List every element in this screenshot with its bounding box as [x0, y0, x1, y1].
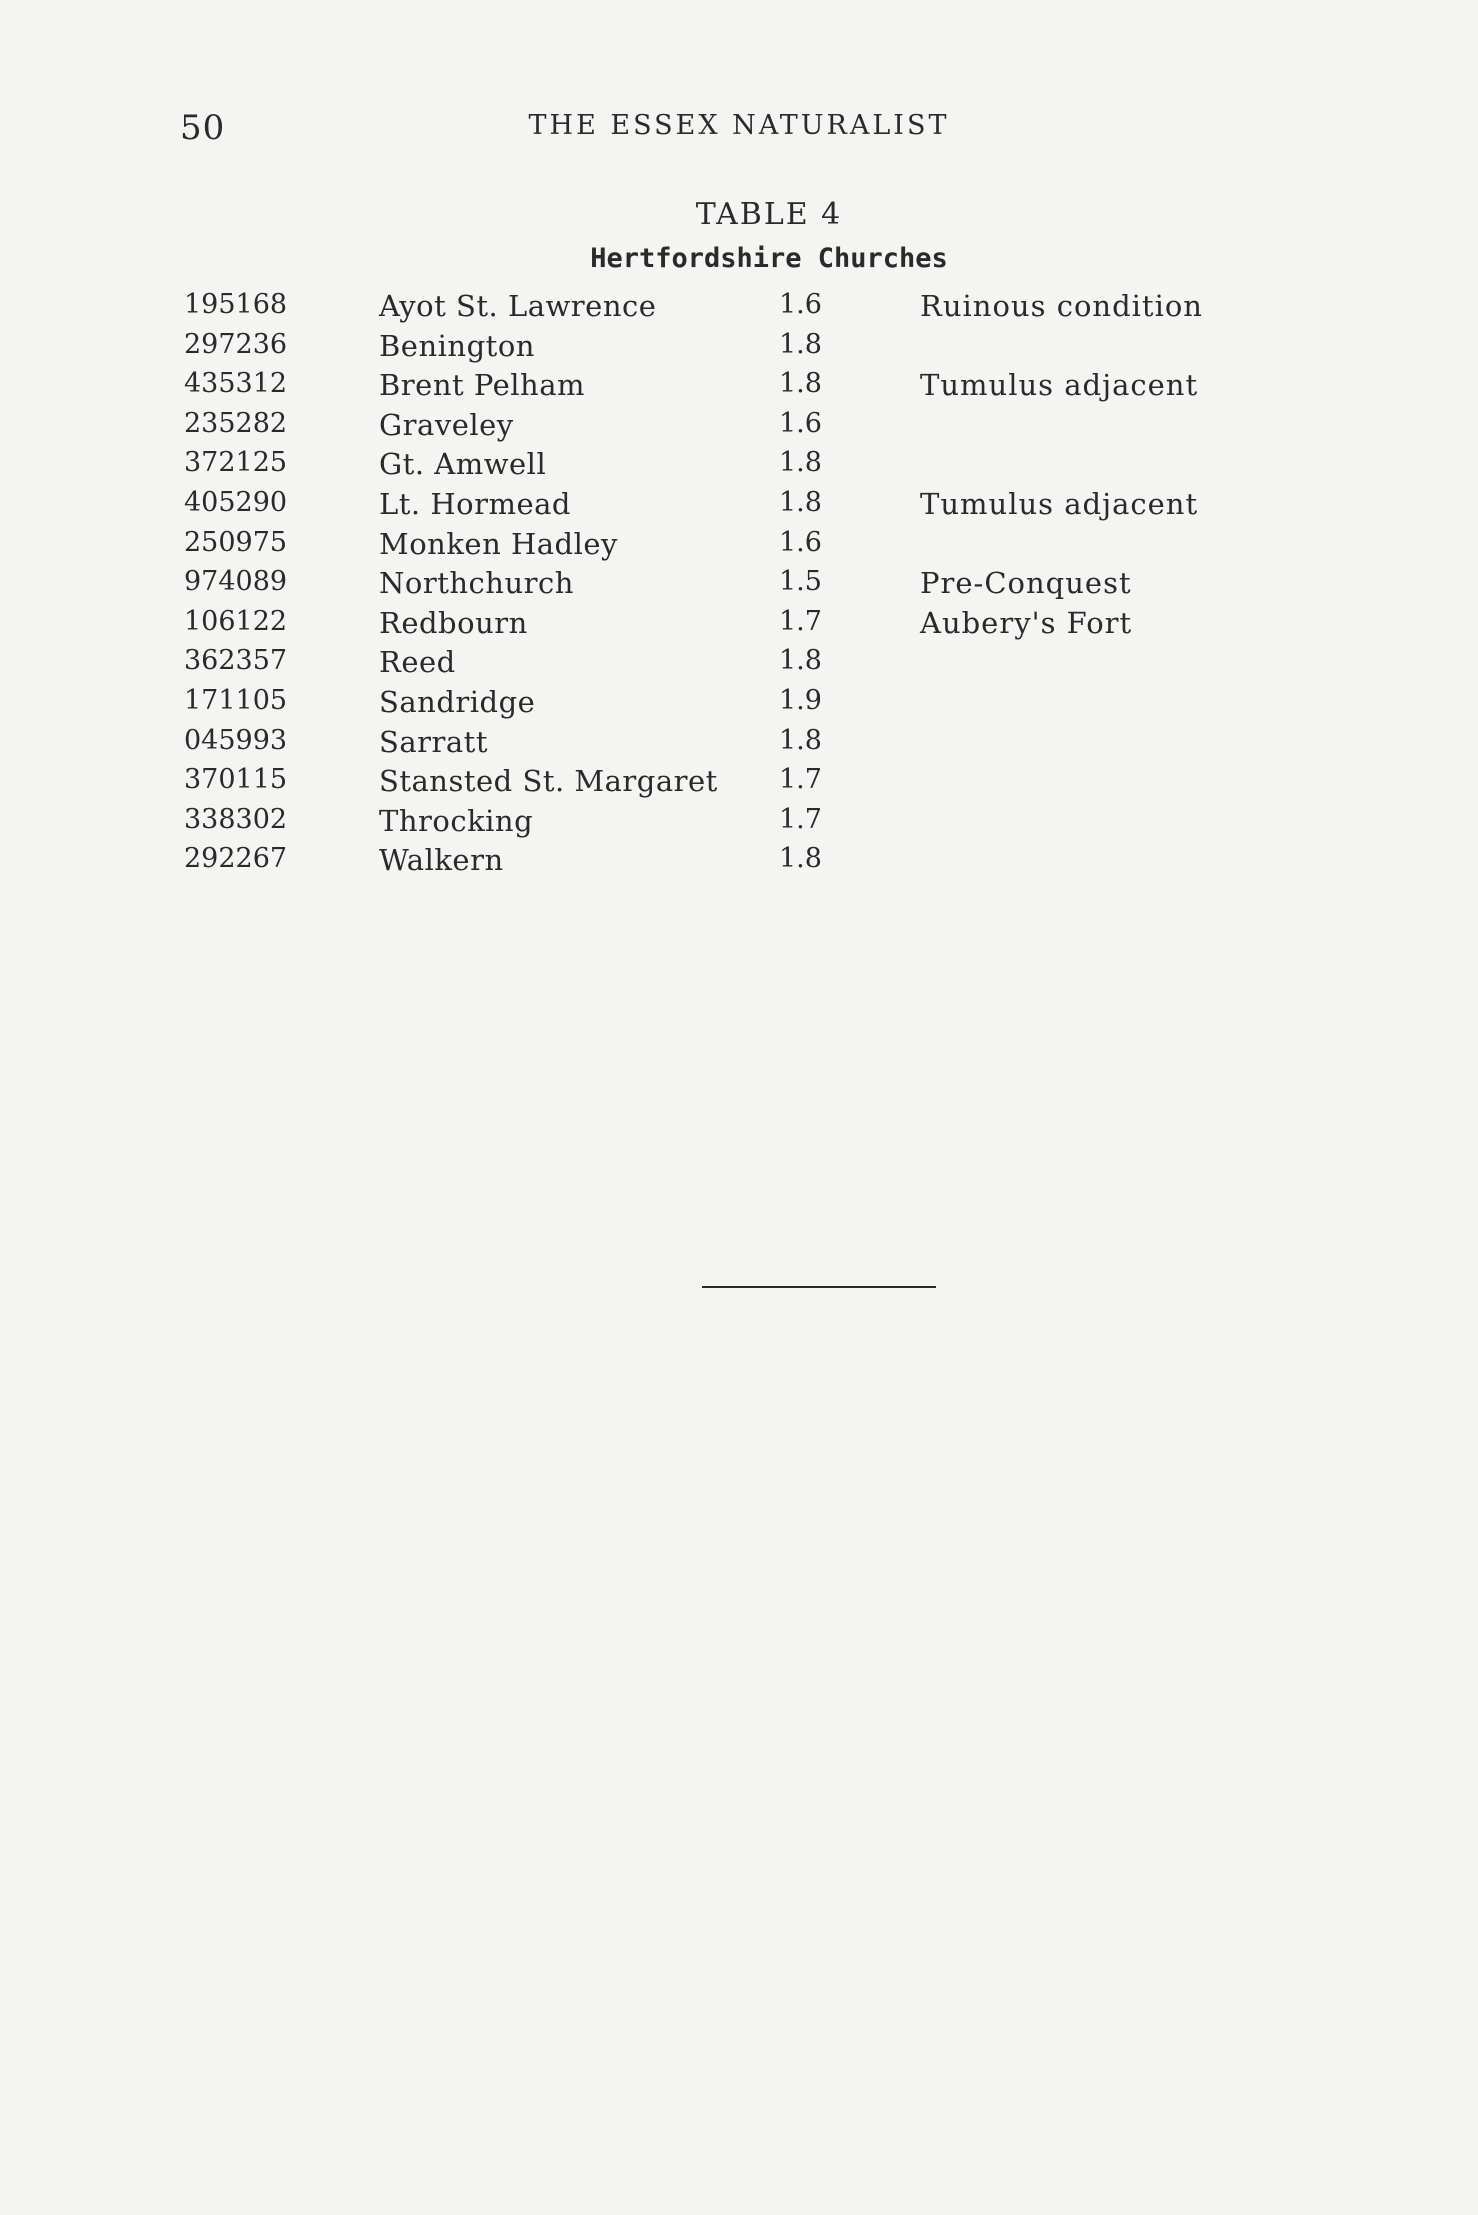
grid-reference: 338302: [184, 803, 288, 835]
measurement-value: 1.5: [779, 566, 822, 598]
church-name: Monken Hadley: [379, 526, 618, 561]
church-name: Ayot St. Lawrence: [379, 289, 657, 323]
church-name: Graveley: [379, 407, 514, 442]
measurement-value: 1.8: [779, 368, 822, 400]
grid-reference: 235282: [184, 407, 288, 439]
measurement-value: 1.6: [779, 407, 822, 439]
grid-reference: 974089: [184, 566, 288, 598]
table-title: Hertfordshire Churches: [590, 243, 948, 274]
grid-reference: 195168: [184, 289, 288, 320]
grid-reference: 106122: [184, 605, 288, 637]
church-name: Sandridge: [379, 684, 536, 719]
church-name: Redbourn: [379, 605, 528, 640]
measurement-value: 1.6: [779, 289, 822, 320]
grid-reference: 435312: [184, 368, 288, 400]
church-name: Northchurch: [379, 566, 574, 601]
measurement-value: 1.7: [779, 803, 822, 835]
church-name: Reed: [379, 645, 456, 680]
page-number: 50: [180, 108, 226, 148]
church-name: Benington: [379, 328, 535, 363]
measurement-value: 1.8: [779, 486, 822, 518]
section-divider: [702, 1286, 936, 1288]
grid-reference: 405290: [184, 486, 288, 518]
church-name: Lt. Hormead: [379, 486, 571, 521]
church-name: Gt. Amwell: [379, 447, 547, 482]
grid-reference: 250975: [184, 526, 288, 558]
grid-reference: 045993: [184, 724, 288, 756]
measurement-value: 1.8: [779, 843, 822, 875]
measurement-value: 1.6: [779, 526, 822, 558]
measurement-value: 1.8: [779, 645, 822, 677]
church-name: Walkern: [379, 843, 504, 878]
church-name: Brent Pelham: [379, 368, 585, 403]
table-label: TABLE 4: [695, 197, 843, 232]
church-name: Sarratt: [379, 724, 488, 759]
remark: Ruinous condition: [920, 289, 1203, 323]
measurement-value: 1.7: [779, 764, 822, 796]
remark: Aubery's Fort: [920, 605, 1133, 640]
church-name: Stansted St. Margaret: [379, 764, 718, 799]
measurement-value: 1.8: [779, 447, 822, 479]
grid-reference: 292267: [184, 843, 288, 875]
grid-reference: 362357: [184, 645, 288, 677]
church-name: Throcking: [379, 803, 534, 838]
measurement-value: 1.8: [779, 328, 822, 360]
grid-reference: 171105: [184, 684, 288, 716]
measurement-value: 1.8: [779, 724, 822, 756]
grid-reference: 372125: [184, 447, 288, 479]
remark: Tumulus adjacent: [920, 368, 1199, 403]
measurement-value: 1.9: [779, 684, 822, 716]
grid-reference: 297236: [184, 328, 288, 360]
measurement-value: 1.7: [779, 605, 822, 637]
remark: Tumulus adjacent: [920, 486, 1199, 521]
running-title: THE ESSEX NATURALIST: [528, 110, 950, 141]
remark: Pre-Conquest: [920, 566, 1132, 601]
grid-reference: 370115: [184, 764, 288, 796]
